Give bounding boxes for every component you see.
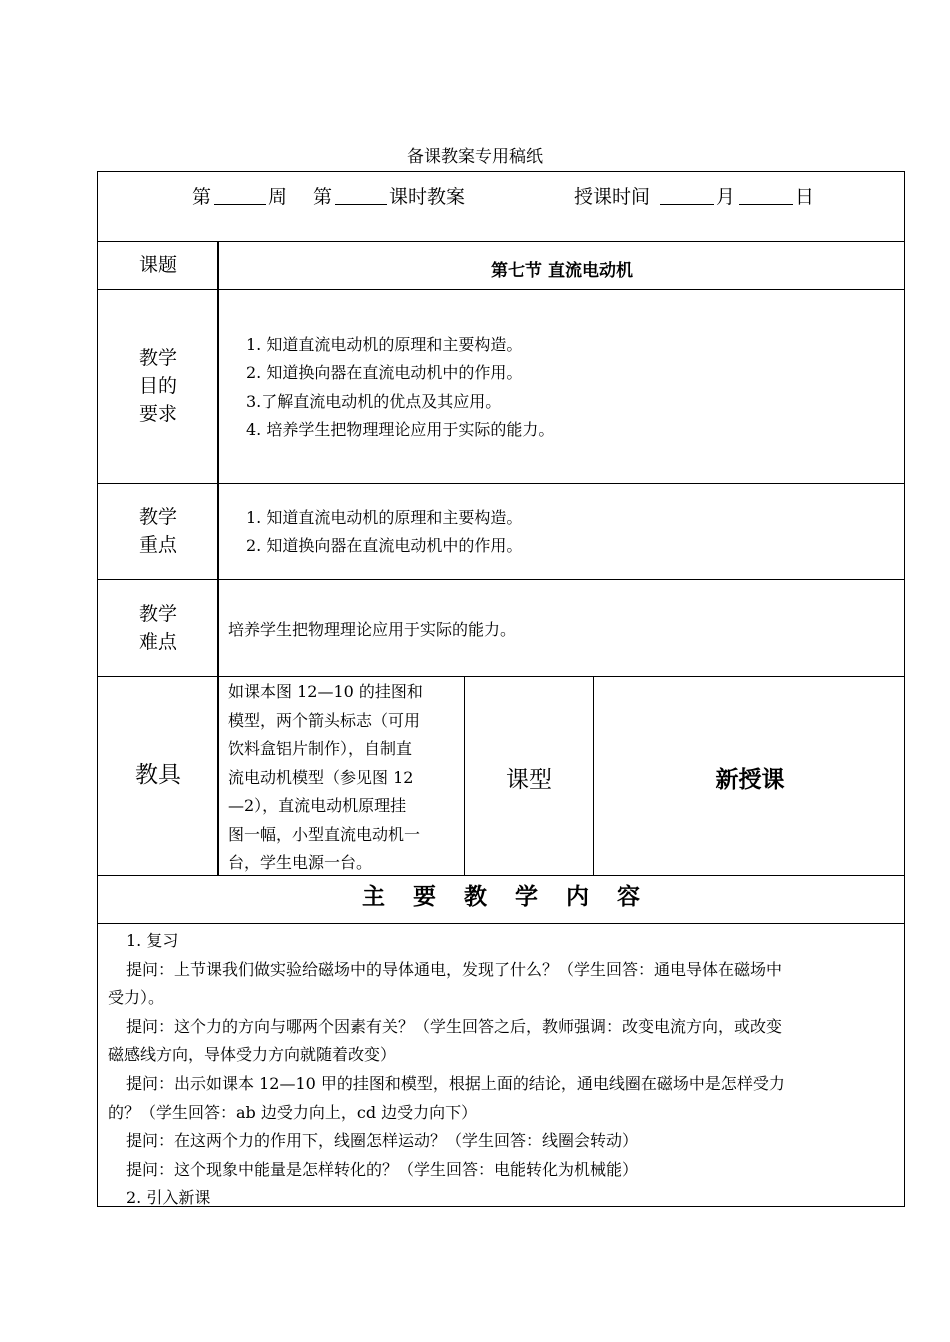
key-points-label-line: 教学: [138, 506, 177, 528]
header-row: [98, 172, 904, 242]
tools-label: 教具: [135, 762, 181, 788]
difficulties-text: 培养学生把物理理论应用于实际的能力。: [228, 620, 517, 639]
difficulties-label-line: 教学: [138, 603, 177, 625]
main-content-title: 主要教学内容: [362, 883, 668, 910]
objectives-label: [98, 344, 218, 428]
objective-item: 2. 知道换向器在直流电动机中的作用。: [246, 363, 523, 382]
header-date-label: 授课时间: [574, 186, 651, 208]
content-line: 提问：这个现象中能量是怎样转化的？（学生回答：电能转化为机械能）: [126, 1159, 639, 1179]
objectives-label-line: 要求: [138, 403, 177, 425]
objective-item: 3.了解直流电动机的优点及其应用。: [246, 392, 502, 411]
row-divider: [98, 923, 904, 924]
document-title: 备课教案专用稿纸: [407, 147, 543, 167]
key-points-label: [98, 503, 218, 559]
day-blank: [739, 204, 793, 205]
lesson-type-label: 课型: [506, 767, 552, 793]
content-line: 磁感线方向，导体受力方向就随着改变）: [108, 1045, 397, 1065]
tools-line: 台，学生电源一台。: [228, 853, 373, 872]
content-line: 的？（学生回答：ab 边受力向上，cd 边受力向下）: [108, 1102, 478, 1122]
key-point-item: 2. 知道换向器在直流电动机中的作用。: [246, 536, 523, 555]
content-line: 2. 引入新课: [126, 1188, 211, 1208]
header-month: 月: [716, 186, 736, 208]
tools-line: —2），直流电动机原理挂: [228, 796, 407, 815]
tools-line: 如课本图 12—10 的挂图和: [228, 682, 423, 701]
difficulties-label: [98, 600, 218, 656]
content-line: 提问：这个力的方向与哪两个因素有关？（学生回答之后，教师强调：改变电流方向，或改变: [126, 1016, 783, 1036]
objectives-label-line: 目的: [138, 375, 177, 397]
content-line: 1. 复习: [126, 931, 179, 950]
tools-line: 流电动机模型（参见图 12: [228, 767, 414, 787]
header-period-prefix: 第: [313, 186, 333, 208]
key-points-label-line: 重点: [138, 534, 177, 556]
tools-text: [228, 678, 464, 878]
tools-line: 饮料盒铝片制作），自制直: [228, 739, 413, 758]
objective-item: 4. 培养学生把物理理论应用于实际的能力。: [246, 420, 555, 439]
lesson-type-value: 新授课: [715, 766, 785, 793]
key-point-item: 1. 知道直流电动机的原理和主要构造。: [246, 508, 523, 527]
content-line: 提问：出示如课本 12—10 甲的挂图和模型，根据上面的结论，通电线圈在磁场中是怎样受力: [126, 1073, 785, 1093]
week-blank: [214, 204, 266, 205]
header-week-suffix: 周: [268, 186, 288, 208]
period-blank: [335, 204, 387, 205]
objectives-label-line: 教学: [138, 347, 177, 369]
header-week-prefix: 第: [192, 186, 212, 208]
header-day: 日: [795, 186, 815, 208]
content-line: 提问：在这两个力的作用下，线圈怎样运动？（学生回答：线圈会转动）: [126, 1131, 639, 1151]
month-blank: [660, 204, 714, 205]
subject-label: 课题: [138, 254, 177, 276]
main-content-body: [108, 927, 898, 1213]
tools-line: 模型，两个箭头标志（可用: [228, 710, 421, 730]
objective-item: 1. 知道直流电动机的原理和主要构造。: [246, 335, 523, 354]
tools-line: 图一幅，小型直流电动机一: [228, 824, 421, 844]
subject-value: 第七节 直流电动机: [491, 261, 633, 281]
content-line: 受力）。: [108, 988, 165, 1008]
difficulties-label-line: 难点: [138, 631, 177, 653]
lesson-plan-table: [97, 171, 905, 1207]
header-period-suffix: 课时教案: [389, 186, 466, 208]
content-line: 提问：上节课我们做实验给磁场中的导体通电，发现了什么？（学生回答：通电导体在磁场中: [126, 959, 783, 979]
